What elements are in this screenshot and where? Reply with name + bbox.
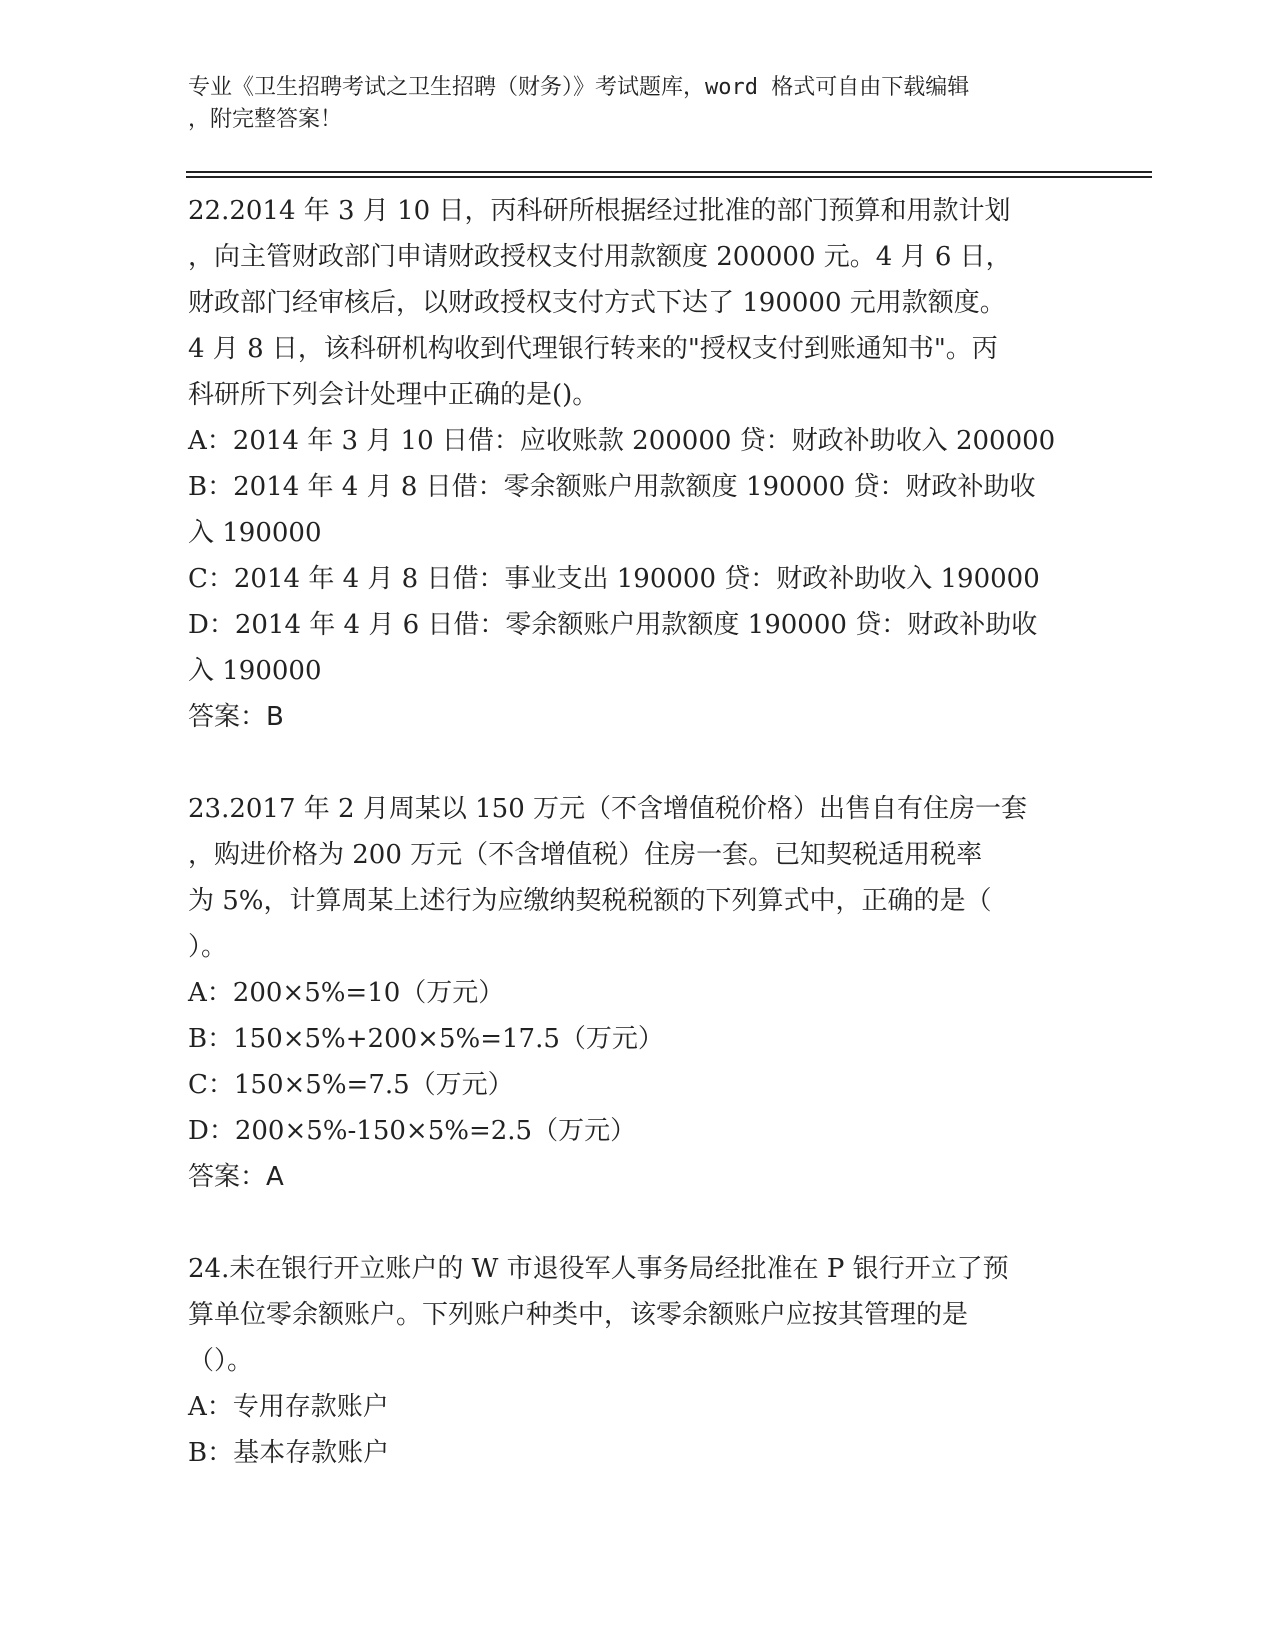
option-line: B：基本存款账户 [188,1438,390,1468]
header-rule-top [186,171,1152,173]
page-header [188,72,1088,136]
question-stem-line: 算单位零余额账户。下列账户种类中，该零余额账户应按其管理的是 [188,1300,969,1330]
question-22 [188,188,1088,740]
question-stem-line: ，向主管财政部门申请财政授权支付用款额度 200000 元。4 月 6 日， [188,242,1012,272]
question-stem-line: ，购进价格为 200 万元（不含增值税）住房一套。已知契税适用税率 [188,840,983,870]
option-line: A：200×5%=10（万元） [188,978,505,1008]
option-line: D：200×5%-150×5%=2.5（万元） [188,1116,637,1146]
question-stem-line: 为 5%，计算周某上述行为应缴纳契税税额的下列算式中，正确的是（ [188,886,992,916]
header-line-2: ，附完整答案！ [188,107,343,132]
option-line: 入 190000 [188,656,322,686]
question-stem-line: 22.2014 年 3 月 10 日，丙科研所根据经过批准的部门预算和用款计划 [188,196,1011,226]
question-23 [188,786,1088,1200]
option-line: 入 190000 [188,518,322,548]
question-stem-line: 财政部门经审核后，以财政授权支付方式下达了 190000 元用款额度。 [188,288,1006,318]
option-line: A：专用存款账户 [188,1392,389,1422]
option-line: B：150×5%+200×5%=17.5（万元） [188,1024,664,1054]
question-24 [188,1246,1088,1476]
option-line: A：2014 年 3 月 10 日借：应收账款 200000 贷：财政补助收入 200000 [188,426,1056,456]
answer-line: 答案：B [188,702,284,732]
option-line: B：2014 年 4 月 8 日借：零余额账户用款额度 190000 贷：财政补助收 [188,472,1036,502]
answer-line: 答案：A [188,1162,284,1192]
option-line: D：2014 年 4 月 6 日借：零余额账户用款额度 190000 贷：财政补助收 [188,610,1038,640]
question-list [188,188,1088,1522]
header-line-1: 专业《卫生招聘考试之卫生招聘（财务）》考试题库，word 格式可自由下载编辑 [188,75,970,100]
question-stem-line: 4 月 8 日，该科研机构收到代理银行转来的"授权支付到账通知书"。丙 [188,334,998,364]
header-rule-bottom [186,176,1152,178]
question-stem-line: （）。 [188,1346,254,1376]
question-stem-line: 24.未在银行开立账户的 W 市退役军人事务局经批准在 P 银行开立了预 [188,1254,1009,1284]
question-stem-line: 23.2017 年 2 月周某以 150 万元（不含增值税价格）出售自有住房一套 [188,794,1028,824]
question-stem-line: ）。 [188,932,228,962]
question-stem-line: 科研所下列会计处理中正确的是()。 [188,380,599,410]
option-line: C：2014 年 4 月 8 日借：事业支出 190000 贷：财政补助收入 190000 [188,564,1040,594]
option-line: C：150×5%=7.5（万元） [188,1070,514,1100]
